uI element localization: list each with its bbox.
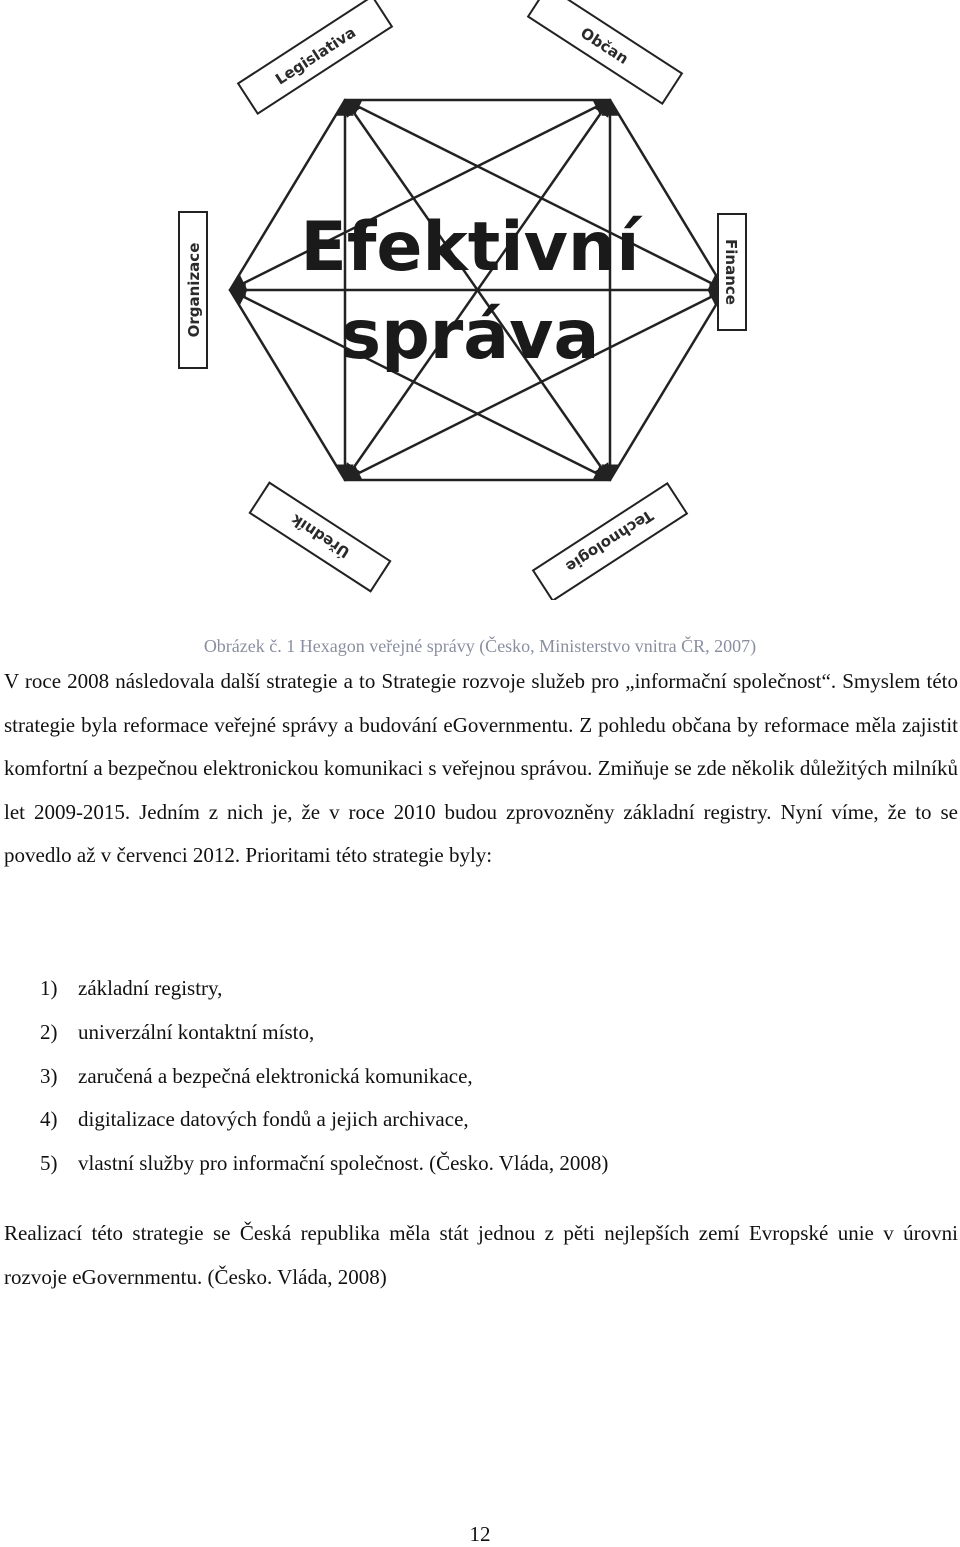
list-item-number: 4) bbox=[40, 1107, 58, 1132]
list-item-number: 2) bbox=[40, 1019, 58, 1044]
list-item-text: zaručená a bezpečná elektronická komunikace, bbox=[78, 1063, 473, 1088]
list-item bbox=[40, 1011, 608, 1055]
page-number: 12 bbox=[469, 1522, 491, 1546]
list-item bbox=[40, 1142, 608, 1186]
node-urednik bbox=[250, 483, 390, 592]
hexagon-diagram bbox=[170, 0, 780, 600]
list-item-number: 5) bbox=[40, 1151, 58, 1176]
node-label: Legislativa bbox=[272, 23, 360, 89]
node-technologie bbox=[533, 483, 687, 600]
list-item bbox=[40, 967, 608, 1011]
list-item-text: univerzální kontaktní místo, bbox=[78, 1019, 315, 1044]
node-label: Občan bbox=[577, 23, 632, 68]
list-item-text: digitalizace datových fondů a jejich archivace, bbox=[78, 1107, 469, 1132]
list-item-number: 1) bbox=[40, 976, 58, 1000]
node-finance bbox=[718, 214, 746, 330]
list-item-number: 3) bbox=[40, 1063, 58, 1088]
list-item-text: základní registry, bbox=[78, 976, 223, 1000]
figure-caption: Obrázek č. 1 Hexagon veřejné správy (Česko, Ministerstvo vnitra ČR, 2007) bbox=[203, 636, 757, 656]
connection-lines bbox=[230, 100, 725, 480]
node-label: Finance bbox=[722, 239, 740, 305]
node-obcan bbox=[528, 0, 682, 104]
paragraph-conclusion: Realizací této strategie se Česká republika měla stát jednou z pěti nejlepších zemí Evropské unie v úrovni rozvoje eGovernmentu. (Česko. Vláda, 2008) bbox=[4, 1221, 958, 1289]
list-item bbox=[40, 1055, 608, 1099]
priority-list bbox=[40, 967, 608, 1186]
center-title-line1: Efektivní bbox=[300, 208, 640, 287]
center-title-line2: správa bbox=[340, 296, 600, 375]
hexagon-figure bbox=[170, 0, 780, 600]
node-organizace bbox=[179, 212, 207, 368]
node-label: Technologie bbox=[562, 506, 657, 577]
paragraph-strategy: V roce 2008 následovala další strategie a to Strategie rozvoje služeb pro „informační společnost“. Smyslem této strategie byla reformace veřejné správy a budování eGovernmentu. Z pohledu občana by reformace měla zajistit komfortní a bezpečnou elektronickou komunikaci s veřejnou správou. Zmiňuje se zde několik důležitých milníků let 2009-2015. Jedním z nich je, že v roce 2010 budou zprovozněny základní registry. Nyní víme, že to se povedlo až v červenci 2012. Prioritami této strategie byly: bbox=[4, 669, 958, 867]
list-item-text: vlastní služby pro informační společnost. (Česko. Vláda, 2008) bbox=[78, 1151, 609, 1176]
list-item bbox=[40, 1098, 608, 1142]
node-label: Úředník bbox=[287, 510, 354, 562]
node-label: Organizace bbox=[185, 242, 203, 338]
node-legislativa bbox=[238, 0, 392, 114]
